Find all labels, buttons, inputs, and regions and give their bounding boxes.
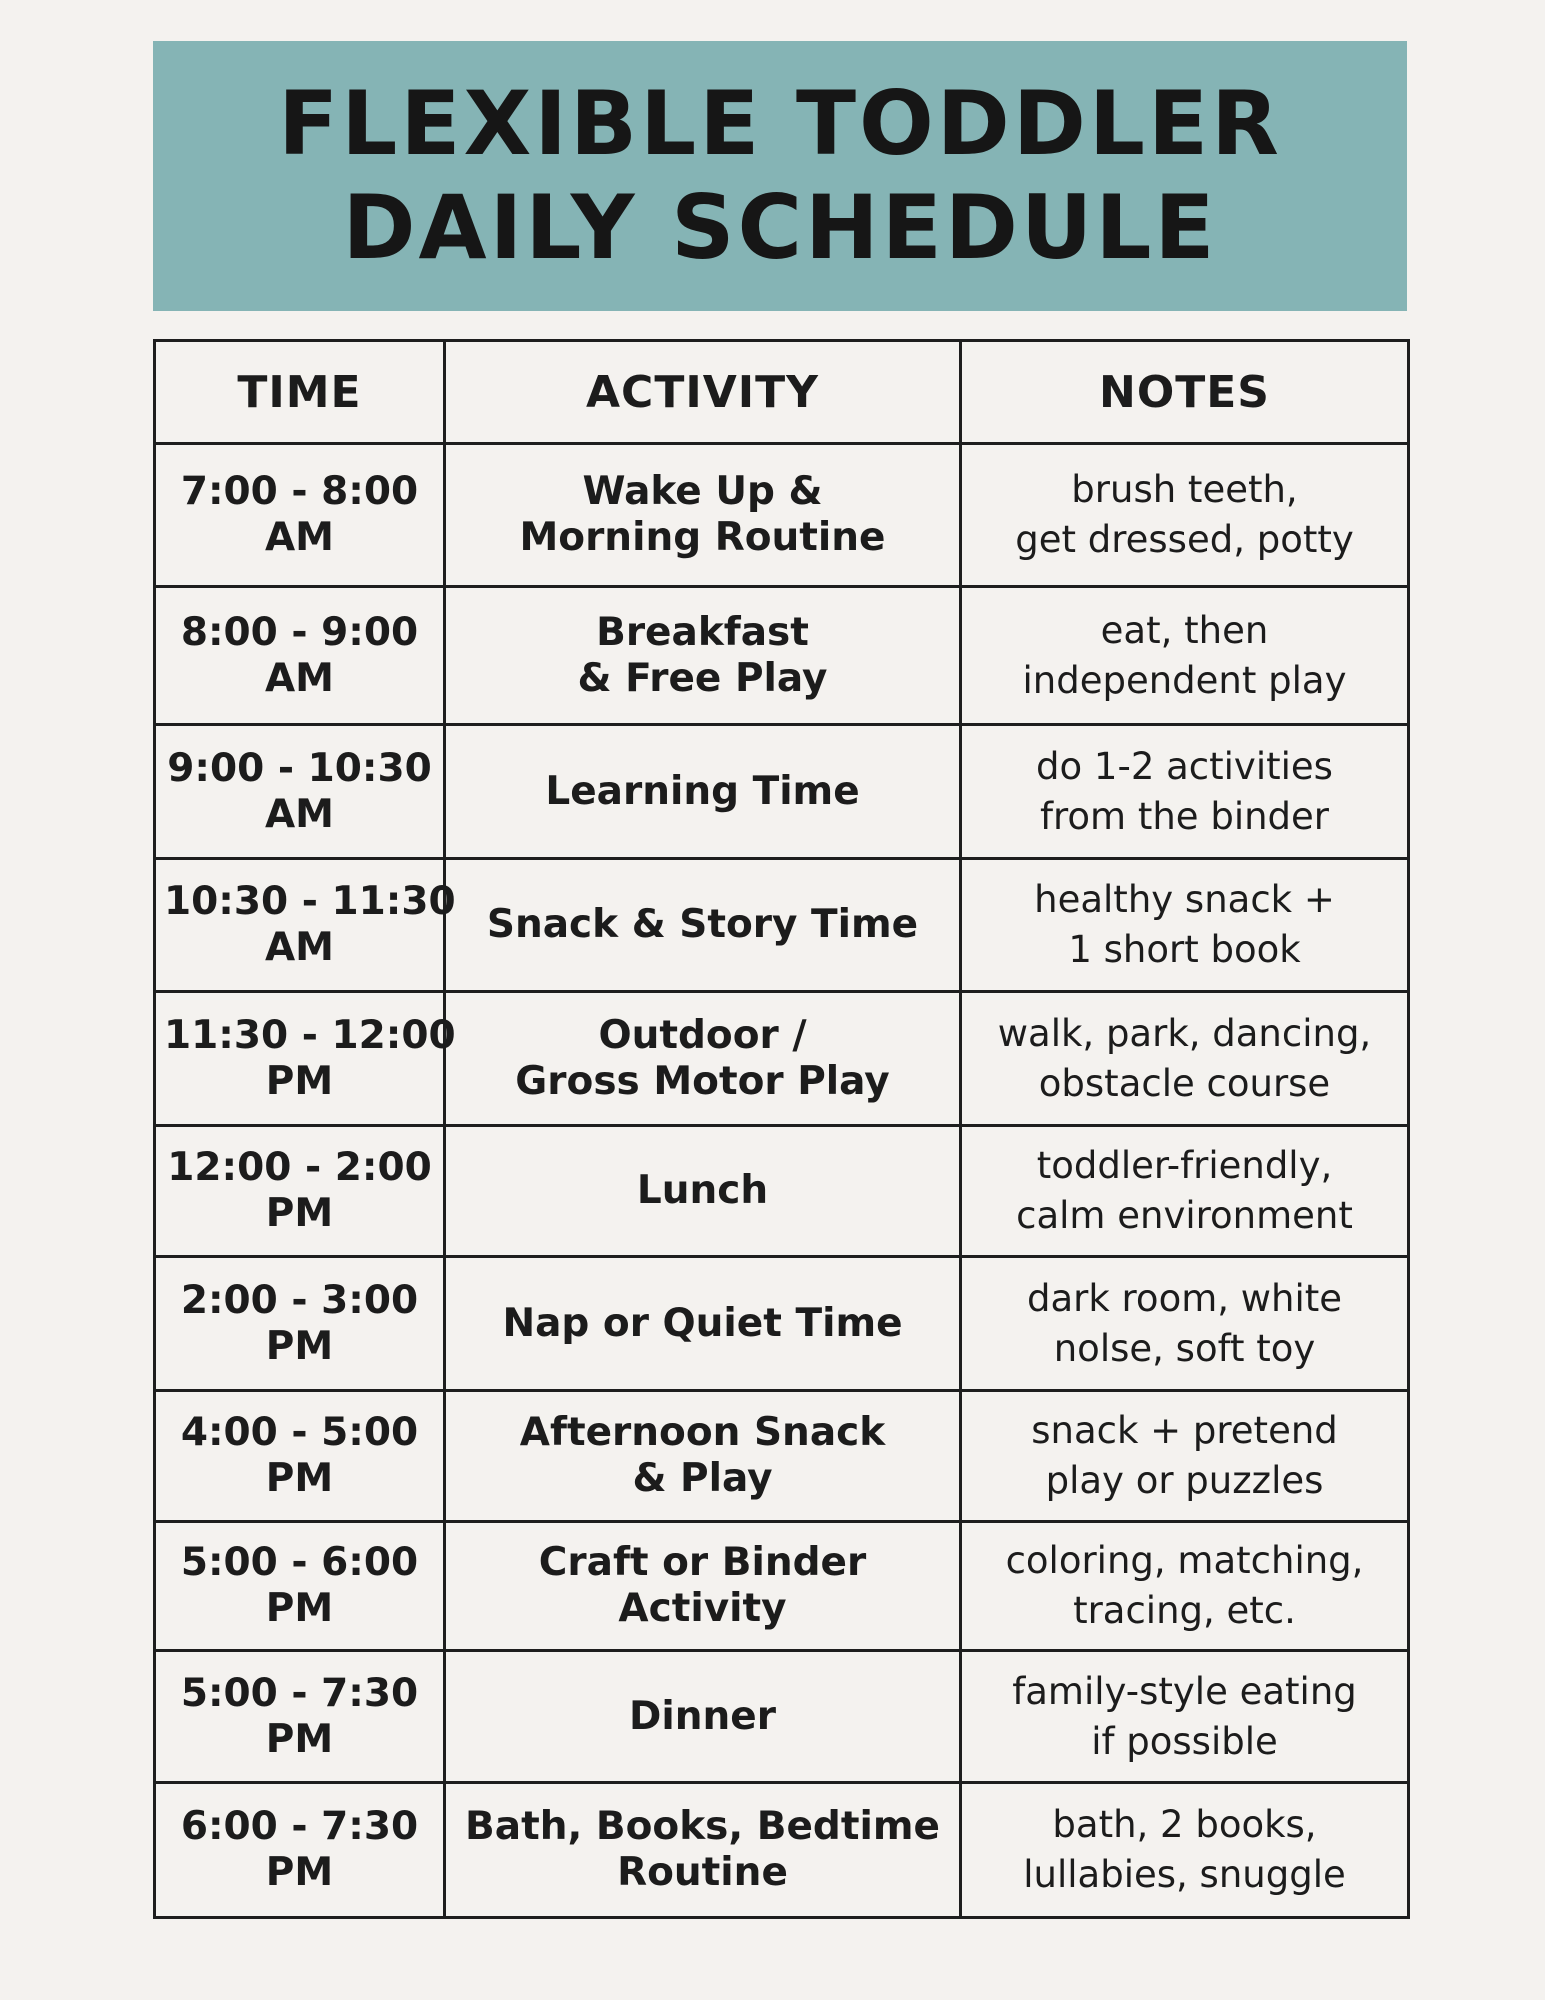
- header-row: [155, 341, 1409, 444]
- table-row: [155, 1783, 1409, 1918]
- time-cell: [155, 1651, 445, 1783]
- activity-cell-line: Outdoor /: [598, 1012, 807, 1058]
- table-row: [155, 1651, 1409, 1783]
- time-cell-line: 12:00 - 2:00: [167, 1145, 432, 1190]
- activity-cell-line: Bath, Books, Bedtime: [465, 1804, 940, 1849]
- page-title-line-1: FLEXIBLE TODDLER: [278, 72, 1282, 175]
- notes-cell: [961, 1126, 1409, 1257]
- notes-cell-line: if possible: [1091, 1719, 1278, 1763]
- activity-cell-line: & Play: [632, 1456, 773, 1501]
- title-banner: [153, 41, 1407, 311]
- activity-cell-line: Wake Up &: [582, 469, 823, 514]
- notes-cell-line: from the binder: [1039, 794, 1330, 838]
- time-cell-line: 10:30 - 11:30: [164, 879, 456, 924]
- activity-cell: [445, 859, 961, 992]
- time-cell-line: 2:00 - 3:00: [180, 1277, 419, 1323]
- notes-cell-line: dark room, white: [1026, 1276, 1343, 1320]
- time-cell: [155, 1391, 445, 1522]
- notes-cell: [961, 444, 1409, 587]
- time-cell-line: PM: [265, 1586, 334, 1631]
- notes-cell: [961, 1783, 1409, 1918]
- notes-cell-line: family-style eating: [1012, 1669, 1357, 1713]
- activity-cell: [445, 1783, 961, 1918]
- activity-cell: [445, 587, 961, 725]
- notes-cell-line: calm environment: [1016, 1194, 1353, 1237]
- time-cell: [155, 444, 445, 587]
- time-cell-line: 5:00 - 7:30: [180, 1670, 419, 1716]
- table-row: [155, 1126, 1409, 1257]
- notes-cell: [961, 587, 1409, 725]
- activity-cell-line: Dinner: [629, 1693, 776, 1739]
- notes-cell-line: toddler-friendly,: [1036, 1144, 1333, 1187]
- time-cell-line: PM: [265, 1058, 334, 1104]
- time-cell: [155, 725, 445, 859]
- notes-cell-line: eat, then: [1100, 608, 1269, 652]
- time-cell-line: 8:00 - 9:00: [180, 609, 419, 655]
- notes-cell: [961, 1651, 1409, 1783]
- notes-cell-line: nolse, soft toy: [1053, 1326, 1316, 1370]
- time-cell: [155, 1522, 445, 1651]
- notes-cell-line: 1 short book: [1068, 928, 1301, 971]
- notes-cell: [961, 725, 1409, 859]
- activity-cell-line: Learning Time: [545, 768, 860, 814]
- time-cell-line: PM: [265, 1850, 334, 1895]
- activity-cell: [445, 725, 961, 859]
- activity-cell-line: Gross Motor Play: [515, 1058, 890, 1104]
- activity-cell-line: Snack & Story Time: [486, 902, 919, 947]
- header-activity: ACTIVITY: [445, 341, 961, 444]
- time-cell-line: AM: [265, 791, 334, 837]
- notes-cell: [961, 1257, 1409, 1391]
- notes-cell-line: brush teeth,: [1071, 468, 1298, 511]
- notes-cell-line: lullabies, snuggle: [1023, 1853, 1346, 1896]
- table-row: [155, 1257, 1409, 1391]
- table-row: [155, 587, 1409, 725]
- notes-cell: [961, 859, 1409, 992]
- time-cell: [155, 587, 445, 725]
- notes-cell-line: tracing, etc.: [1073, 1589, 1296, 1632]
- notes-cell-line: coloring, matching,: [1005, 1539, 1364, 1582]
- header-notes: NOTES: [961, 341, 1409, 444]
- time-cell-line: AM: [265, 925, 334, 970]
- time-cell-line: 6:00 - 7:30: [180, 1804, 419, 1849]
- time-cell-line: 11:30 - 12:00: [164, 1012, 456, 1058]
- time-cell-line: PM: [265, 1191, 334, 1236]
- time-cell-line: AM: [265, 515, 334, 560]
- activity-cell-line: Craft or Binder: [538, 1540, 867, 1585]
- notes-cell-line: do 1-2 activities: [1036, 744, 1333, 788]
- time-cell-line: PM: [265, 1323, 334, 1369]
- table-row: [155, 859, 1409, 992]
- activity-cell-line: Nap or Quiet Time: [502, 1300, 903, 1346]
- activity-cell-line: Routine: [617, 1850, 788, 1895]
- table-row: [155, 444, 1409, 587]
- activity-cell: [445, 1391, 961, 1522]
- activity-cell: [445, 444, 961, 587]
- time-cell-line: 4:00 - 5:00: [180, 1410, 419, 1455]
- table-row: [155, 1391, 1409, 1522]
- activity-cell: [445, 1126, 961, 1257]
- notes-cell-line: play or puzzles: [1045, 1459, 1324, 1502]
- notes-cell-line: obstacle course: [1038, 1061, 1331, 1105]
- activity-cell-line: Breakfast: [596, 609, 809, 655]
- time-cell-line: 7:00 - 8:00: [180, 469, 419, 514]
- time-cell: [155, 859, 456, 992]
- activity-cell-line: Lunch: [636, 1168, 769, 1213]
- notes-cell-line: independent play: [1022, 658, 1347, 702]
- schedule-table: [153, 339, 1410, 1919]
- notes-cell-line: bath, 2 books,: [1052, 1803, 1317, 1846]
- notes-cell: [961, 1391, 1409, 1522]
- time-cell: [155, 992, 456, 1126]
- activity-cell-line: Morning Routine: [519, 515, 886, 560]
- notes-cell-line: healthy snack +: [1034, 878, 1335, 921]
- time-cell-line: 9:00 - 10:30: [167, 745, 432, 791]
- table-row: [155, 725, 1409, 859]
- notes-cell-line: get dressed, potty: [1015, 518, 1354, 561]
- time-cell-line: 5:00 - 6:00: [180, 1540, 419, 1585]
- notes-cell-line: walk, park, dancing,: [997, 1011, 1372, 1055]
- table-row: [155, 992, 1409, 1126]
- time-cell-line: PM: [265, 1456, 334, 1501]
- activity-cell: [445, 1257, 961, 1391]
- activity-cell-line: & Free Play: [577, 655, 828, 701]
- time-cell-line: PM: [265, 1716, 334, 1762]
- activity-cell: [445, 992, 961, 1126]
- activity-cell: [445, 1522, 961, 1651]
- time-cell: [155, 1783, 445, 1918]
- activity-cell: [445, 1651, 961, 1783]
- table-row: [155, 1522, 1409, 1651]
- notes-cell-line: snack + pretend: [1031, 1409, 1338, 1452]
- page-title-line-2: DAILY SCHEDULE: [342, 176, 1218, 279]
- time-cell-line: AM: [265, 655, 334, 701]
- activity-cell-line: Afternoon Snack: [519, 1410, 886, 1455]
- time-cell: [155, 1126, 445, 1257]
- header-time: TIME: [155, 341, 445, 444]
- time-cell: [155, 1257, 445, 1391]
- activity-cell-line: Activity: [618, 1586, 787, 1631]
- notes-cell: [961, 992, 1409, 1126]
- notes-cell: [961, 1522, 1409, 1651]
